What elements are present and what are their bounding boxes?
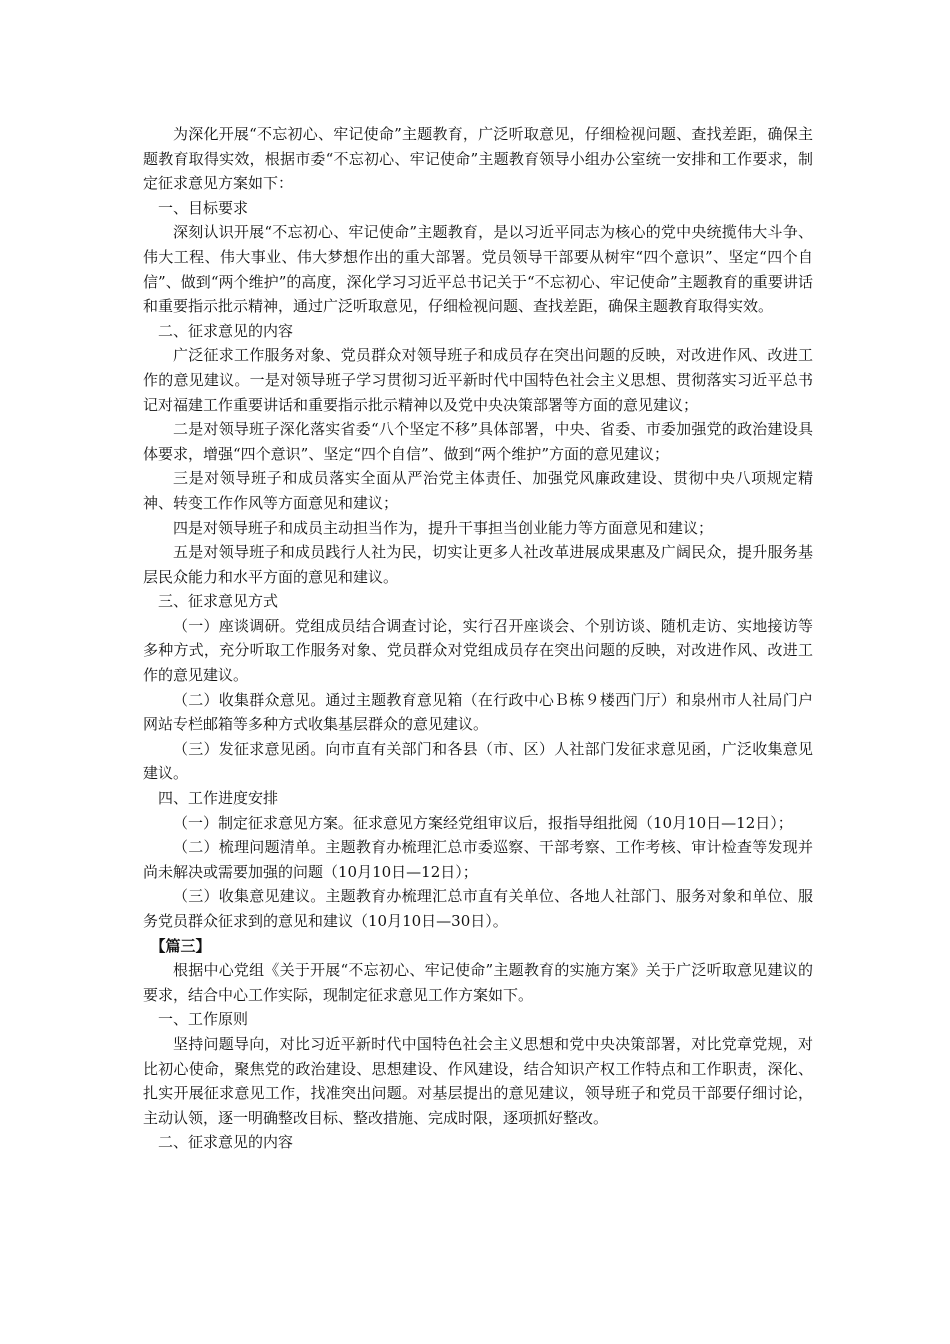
section-heading: 四、工作进度安排 xyxy=(158,789,279,808)
section-heading: 一、目标要求 xyxy=(158,198,249,217)
body-paragraph: （一）制定征求意见方案。征求意见方案经党组审议后，报指导组批阅（10月10日—12日）； xyxy=(173,813,793,832)
body-paragraph: 深刻认识开展“不忘初心、牢记使命”主题教育，是以习近平同志为核心的党中央统揽伟大斗争、伟大工程、伟大事业、伟大梦想作出的重大部署。党员领导干部要从树牢“四个意识”、坚定“四个自信”、做到“两个维护”的高度，深化学习习近平总书记关于“不忘初心、牢记使命”主题教育的重要讲话和重要指示批示精神，通过广泛听取意见，仔细检视问题、查找差距，确保主题教育取得实效。 xyxy=(143,223,813,316)
body-paragraph: （一）座谈调研。党组成员结合调查讨论，实行召开座谈会、个别访谈、随机走访、实地接访等多种方式，充分听取工作服务对象、党员群众对党组成员存在突出问题的反映，对改进作风、改进工作的意见建议。 xyxy=(143,616,813,685)
body-paragraph: 四是对领导班子和成员主动担当作为，提升干事担当创业能力等方面意见和建议； xyxy=(173,518,714,537)
document-body xyxy=(143,122,813,1155)
section-heading: 二、征求意见的内容 xyxy=(158,321,294,340)
body-paragraph: （二）收集群众意见。通过主题教育意见箱（在行政中心Ｂ栋９楼西门厅）和泉州市人社局门户网站专栏邮箱等多种方式收集基层群众的意见建议。 xyxy=(143,690,813,734)
section-heading: 一、工作原则 xyxy=(158,1010,249,1029)
body-paragraph: （三）发征求意见函。向市直有关部门和各县（市、区）人社部门发征求意见函，广泛收集意见建议。 xyxy=(143,739,813,783)
body-paragraph: 坚持问题导向，对比习近平新时代中国特色社会主义思想和党中央决策部署，对比党章党规，对比初心使命，聚焦党的政治建设、思想建设、作风建设，结合知识产权工作特点和工作职责，深化、扎实开展征求意见工作，找准突出问题。对基层提出的意见建议，领导班子和党员干部要仔细讨论，主动认领，逐一明确整改目标、整改措施、完成时限，逐项抓好整改。 xyxy=(143,1034,813,1127)
body-paragraph: 广泛征求工作服务对象、党员群众对领导班子和成员存在突出问题的反映，对改进作风、改进工作的意见建议。一是对领导班子学习贯彻习近平新时代中国特色社会主义思想、贯彻落实习近平总书记对福建工作重要讲话和重要指示批示精神以及党中央决策部署等方面的意见建议； xyxy=(143,346,813,414)
part-title: 【篇三】 xyxy=(150,936,211,955)
section-heading: 二、征求意见的内容 xyxy=(158,1133,294,1152)
body-paragraph: 根据中心党组《关于开展“不忘初心、牢记使命”主题教育的实施方案》关于广泛听取意见建议的要求，结合中心工作实际，现制定征求意见工作方案如下。 xyxy=(143,961,813,1004)
body-paragraph: 二是对领导班子深化落实省委“八个坚定不移”具体部署，中央、省委、市委加强党的政治建设具体要求，增强“四个意识”、坚定“四个自信”、做到“两个维护”方面的意见建议； xyxy=(143,420,813,463)
body-paragraph: （三）收集意见建议。主题教育办梳理汇总市直有关单位、各地人社部门、服务对象和单位、服务党员群众征求到的意见和建议（10月10日—30日）。 xyxy=(143,887,813,930)
body-paragraph: 三是对领导班子和成员落实全面从严治党主体责任、加强党风廉政建设、贯彻中央八项规定精神、转变工作作风等方面意见和建议； xyxy=(143,469,813,512)
intro-paragraph: 为深化开展“不忘初心、牢记使命”主题教育，广泛听取意见，仔细检视问题、查找差距，确保主题教育取得实效，根据市委“不忘初心、牢记使命”主题教育领导小组办公室统一安排和工作要求，制定征求意见方案如下： xyxy=(143,125,813,193)
body-paragraph: （二）梳理问题清单。主题教育办梳理汇总市委巡察、干部考察、工作考核、审计检查等发现并尚未解决或需要加强的问题（10月10日—12日）； xyxy=(143,838,813,881)
section-heading: 三、征求意见方式 xyxy=(158,592,279,611)
body-paragraph: 五是对领导班子和成员践行人社为民，切实让更多人社改革进展成果惠及广阔民众，提升服务基层民众能力和水平方面的意见和建议。 xyxy=(143,543,813,586)
